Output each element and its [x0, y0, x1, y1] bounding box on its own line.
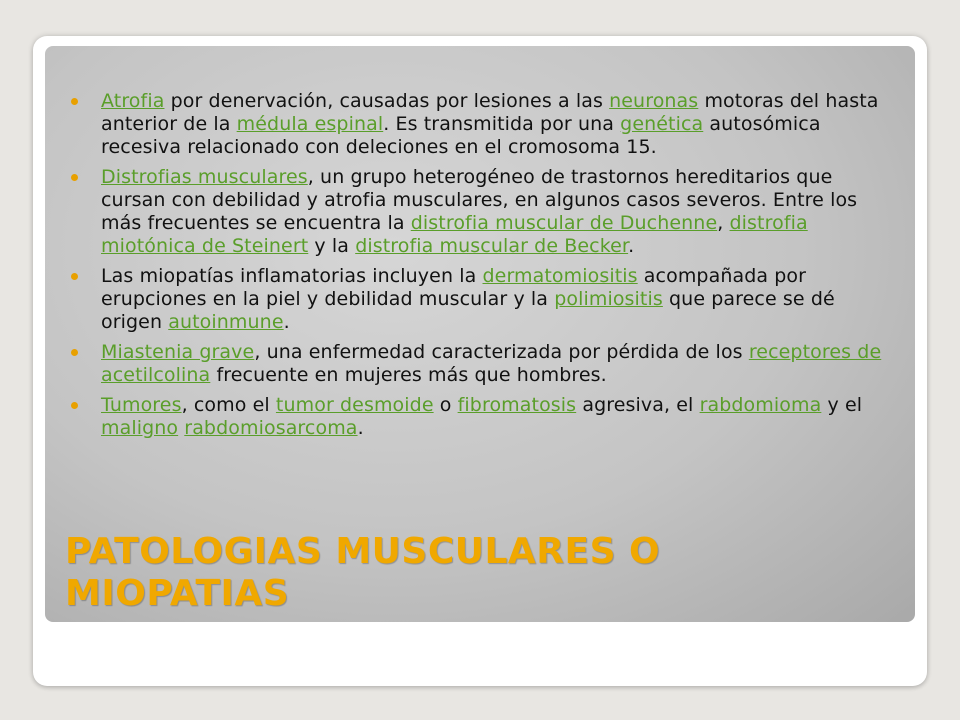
bullet-item: [101, 265, 901, 334]
bullet-item: [101, 166, 901, 258]
bullet-text: . Es transmitida por una: [383, 113, 621, 135]
bullet-text: , un grupo heterogéneo de trastornos hereditarios que cursan con debilidad y atrofia musculares, en algunos casos severos. Entre los más frecuentes se encuentra la: [101, 166, 858, 234]
bullet-text: .: [357, 417, 364, 439]
bullet-dot-icon: [71, 273, 78, 280]
bullet-link[interactable]: neuronas: [609, 90, 699, 112]
bullet-text: frecuente en mujeres más que hombres.: [210, 364, 607, 386]
bullet-text: ,: [717, 212, 730, 234]
bullet-text: y la: [308, 235, 356, 257]
bullet-text: acompañada por erupciones en la piel y debilidad muscular y la: [101, 265, 807, 310]
bullet-text: motoras del hasta anterior de la: [101, 90, 879, 135]
bullet-item: [101, 341, 901, 387]
bullet-text: .: [283, 311, 290, 333]
bullet-text: o: [433, 394, 458, 416]
bullet-dot-icon: [71, 98, 78, 105]
bullet-list: [101, 90, 901, 447]
bullet-text: autosómica recesiva relacionado con deleciones en el cromosoma 15.: [101, 113, 821, 158]
bullet-link[interactable]: distrofia muscular de Duchenne: [410, 212, 718, 234]
bullet-link[interactable]: Tumores: [101, 394, 182, 416]
bullet-link[interactable]: rabdomioma: [699, 394, 822, 416]
bullet-link[interactable]: tumor desmoide: [275, 394, 434, 416]
bullet-link[interactable]: fibromatosis: [457, 394, 577, 416]
bullet-dot-icon: [71, 349, 78, 356]
bullet-text: , una enfermedad caracterizada por pérdida de los: [254, 341, 749, 363]
bullet-text: .: [628, 235, 635, 257]
bullet-link[interactable]: rabdomiosarcoma: [184, 417, 358, 439]
slide-title: PATOLOGIAS MUSCULARES O MIOPATIAS: [65, 531, 661, 614]
bullet-text: por denervación, causadas por lesiones a las: [164, 90, 610, 112]
bullet-text: , como el: [181, 394, 276, 416]
bullet-link[interactable]: distrofia miotónica de Steinert: [101, 212, 808, 257]
bullet-link[interactable]: Atrofia: [101, 90, 165, 112]
bullet-item: [101, 90, 901, 159]
bullet-text: agresiva, el: [576, 394, 700, 416]
bullet-item: [101, 394, 901, 440]
bullet-link[interactable]: Distrofias musculares: [101, 166, 308, 188]
bullet-link[interactable]: médula espinal: [236, 113, 384, 135]
bullet-link[interactable]: receptores de acetilcolina: [101, 341, 882, 386]
bullet-link[interactable]: dermatomiositis: [482, 265, 638, 287]
bullet-link[interactable]: Miastenia grave: [101, 341, 255, 363]
bullet-link[interactable]: genética: [620, 113, 704, 135]
bullet-text: y el: [821, 394, 863, 416]
bullet-link[interactable]: distrofia muscular de Becker: [355, 235, 629, 257]
bullet-link[interactable]: maligno: [101, 417, 179, 439]
bullet-link[interactable]: polimiositis: [554, 288, 663, 310]
bullet-dot-icon: [71, 402, 78, 409]
bullet-text: Las miopatías inflamatorias incluyen la: [101, 265, 483, 287]
bullet-dot-icon: [71, 174, 78, 181]
content-panel: [45, 46, 915, 622]
bullet-link[interactable]: autoinmune: [168, 311, 284, 333]
bullet-text: que parece se dé origen: [101, 288, 835, 333]
